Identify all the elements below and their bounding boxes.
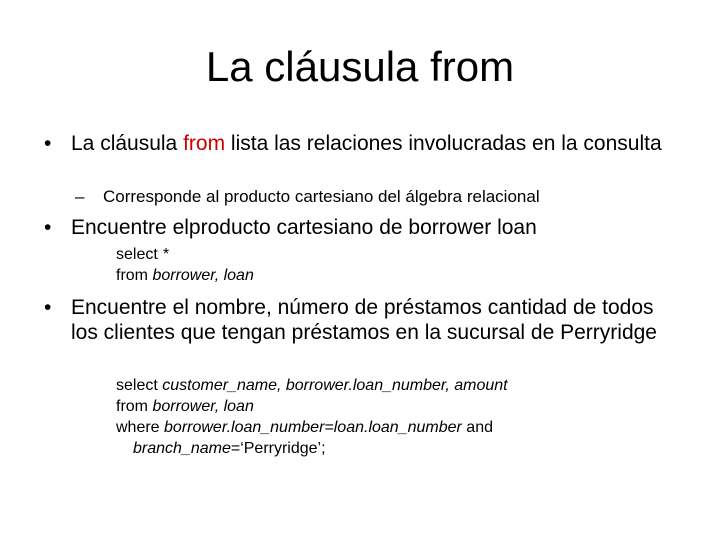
sql-text: =‘Perryridge’;: [230, 440, 326, 457]
sql-keyword: where: [116, 419, 160, 436]
sql-keyword: from: [116, 398, 148, 415]
code-line: [116, 417, 508, 438]
code-line: [116, 265, 254, 286]
sql-text: borrower.loan_number=loan.loan_number: [159, 419, 462, 436]
dash-symbol: –: [75, 187, 85, 206]
keyword-from-highlight: from: [183, 132, 226, 155]
code-block-2: [116, 375, 508, 459]
code-line: [116, 396, 508, 417]
code-line: [116, 244, 254, 265]
code-line: [116, 375, 508, 396]
bullet-from-clause: [44, 131, 684, 156]
bullet-dot: •: [44, 216, 52, 239]
slide-title: La cláusula from: [205, 43, 515, 90]
sql-keyword: and: [461, 419, 493, 436]
sql-text: customer_name, borrower.loan_number, amount: [157, 377, 508, 394]
sub-bullet-cartesian: [75, 187, 540, 207]
bullet-text: [71, 131, 684, 156]
bullet-text: Encuentre el nombre, número de préstamos cantidad de todos los clientes que tengan préstamos en la sucursal de Perryridge: [71, 296, 657, 344]
sql-text: borrower, loan: [148, 398, 254, 415]
sql-text: borrower, loan: [148, 267, 254, 284]
bullet-text-post: lista las relaciones involucradas en la consulta: [225, 132, 662, 155]
bullet-text-pre: La cláusula: [71, 132, 184, 155]
sub-bullet-text: Corresponde al producto cartesiano del álgebra relacional: [103, 187, 540, 206]
sql-text: *: [157, 246, 169, 263]
code-line: [116, 438, 508, 459]
bullet-text: Encuentre elproducto cartesiano de borrower loan: [71, 216, 537, 239]
code-block-1: [116, 244, 254, 286]
sql-keyword: select: [116, 377, 158, 394]
sql-keyword: from: [116, 267, 148, 284]
bullet-perryridge-query: [44, 295, 684, 345]
sql-text: branch_name: [133, 440, 231, 457]
bullet-dot: •: [44, 132, 52, 155]
bullet-cartesian-product: [44, 215, 684, 240]
bullet-dot: •: [44, 296, 52, 319]
sql-keyword: select: [116, 246, 158, 263]
